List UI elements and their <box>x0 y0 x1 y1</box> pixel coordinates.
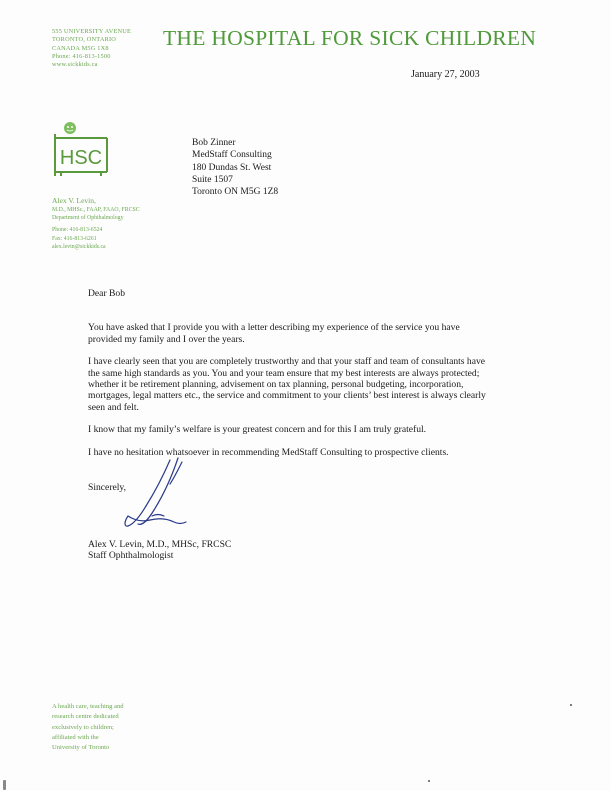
institution-name: THE HOSPITAL FOR SICK CHILDREN <box>163 26 537 50</box>
address-line: 555 UNIVERSITY AVENUE <box>52 28 132 35</box>
logo-text: HSC <box>59 147 103 169</box>
recipient-address <box>192 137 278 198</box>
recipient-street: 180 Dundas St. West <box>192 162 272 173</box>
recipient-name: Bob Zinner <box>192 138 236 148</box>
address-line: TORONTO, ONTARIO <box>52 36 117 44</box>
body-paragraph: I have no hesitation whatsoever in recommending MedStaff Consulting to prospective clients. <box>88 446 449 458</box>
sender-department: Department of Ophthalmology <box>52 215 124 222</box>
letter-date: January 27, 2003 <box>411 69 480 80</box>
hsc-logo <box>49 120 113 178</box>
letter-body <box>88 288 493 469</box>
address-phone: Phone: 416-813-1500 <box>52 52 111 60</box>
recipient-suite: Suite 1507 <box>192 174 233 185</box>
sender-name: Alex V. Levin, <box>52 196 96 205</box>
address-line: CANADA M5G 1X8 <box>52 44 109 52</box>
address-website: www.sickkids.ca <box>52 61 98 69</box>
footer-line: A health care, teaching and <box>52 703 124 710</box>
sender-email: alex.levin@sickkids.ca <box>52 243 106 250</box>
hospital-address <box>52 28 131 69</box>
closing: Sincerely, <box>88 482 127 493</box>
signature-block <box>88 539 231 562</box>
scan-speck <box>428 780 430 782</box>
recipient-city: Toronto ON M5G 1Z8 <box>192 187 279 198</box>
scan-speck <box>570 704 572 706</box>
signer-title: Staff Ophthalmologist <box>88 550 174 562</box>
letterhead-footer <box>52 702 124 753</box>
sender-phone: Phone: 416-813-6524 <box>52 227 103 234</box>
scan-edge <box>3 780 6 790</box>
footer-line: affiliated with the <box>52 733 99 741</box>
salutation: Dear Bob <box>88 288 126 299</box>
footer-line: exclusively to children; <box>52 723 114 731</box>
recipient-company: MedStaff Consulting <box>192 150 272 161</box>
signer-name: Alex V. Levin, M.D., MHSc, FRCSC <box>88 539 232 550</box>
signature-mark <box>112 456 192 534</box>
sender-info <box>52 196 140 251</box>
sender-fax: Fax: 416-813-6261 <box>52 235 97 242</box>
body-paragraph: I know that my family’s welfare is your greatest concern and for this I am truly grateful. <box>88 424 427 436</box>
body-paragraph: I have clearly seen that you are completely trustworthy and that your staff and team of consultants have the same high standards as you. You and your team ensure that my best interests are always protected; whether it be retirement planning, advisement on tax planning, personal budgeting, incorporation, mortgages, legal matters etc., the service and commitment to your clients’ best interest is always clearly seen and felt. <box>88 356 486 413</box>
sender-credentials: M.D., MHSc., FAAP, FAAO, FRCSC <box>52 207 140 213</box>
body-paragraph: You have asked that I provide you with a letter describing my experience of the service you have provided my family and I over the years. <box>88 322 460 345</box>
footer-line: University of Toronto <box>52 744 110 752</box>
footer-line: research centre dedicated <box>52 713 119 721</box>
